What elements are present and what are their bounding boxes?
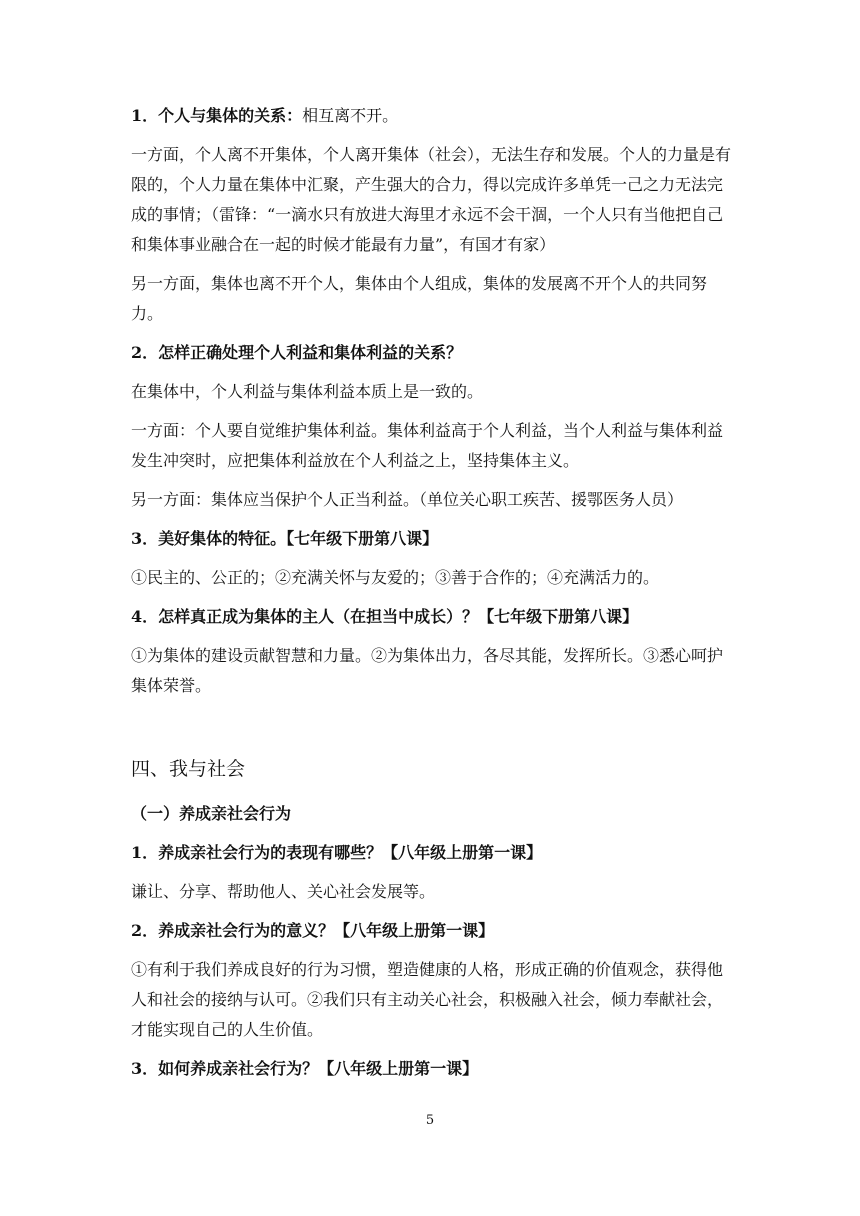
- section-4-heading: 4．怎样真正成为集体的主人（在担当中成长）？【七年级下册第八课】: [131, 607, 639, 626]
- page-number: 5: [425, 1113, 435, 1128]
- section-3-paragraph-1: ①民主的、公正的；②充满关怀与友爱的；③善于合作的；④充满活力的。: [131, 568, 660, 587]
- section-2-paragraph-2: 一方面：个人要自觉维护集体利益。集体利益高于个人利益，当个人利益与集体利益发生冲突时，应把集体利益放在个人利益之上，坚持集体主义。: [131, 421, 724, 470]
- section-1-heading-answer: 相互离不开。: [302, 106, 399, 125]
- section-1-heading-label: 1．个人与集体的关系：: [131, 106, 303, 125]
- part-4-question-2-answer: ①有利于我们养成良好的行为习惯，塑造健康的人格，形成正确的价值观念，获得他人和社会的接纳与认可。②我们只有主动关心社会，积极融入社会，倾力奉献社会，才能实现自己的人生价值。: [131, 960, 724, 1039]
- section-2-heading: 2．怎样正确处理个人利益和集体利益的关系？: [131, 343, 463, 362]
- part-4-title: 四、我与社会: [131, 758, 246, 780]
- part-4-question-3-heading: 3．如何养成亲社会行为？【八年级上册第一课】: [131, 1059, 479, 1078]
- section-2-paragraph-1: 在集体中，个人利益与集体利益本质上是一致的。: [131, 382, 484, 401]
- section-3-heading: 3．美好集体的特征。【七年级下册第八课】: [131, 529, 439, 548]
- page-content: [131, 101, 731, 1093]
- part-4-question-1-answer: 谦让、分享、帮助他人、关心社会发展等。: [131, 882, 436, 901]
- part-4-subtitle: （一）养成亲社会行为: [131, 804, 292, 823]
- part-4-question-1-heading: 1．养成亲社会行为的表现有哪些？【八年级上册第一课】: [131, 843, 543, 862]
- section-1-heading: [131, 101, 731, 131]
- section-2-paragraph-3: 另一方面：集体应当保护个人正当利益。（单位关心职工疾苦、援鄂医务人员）: [131, 490, 684, 509]
- section-1-paragraph-1: 一方面，个人离不开集体，个人离开集体（社会），无法生存和发展。个人的力量是有限的，个人力量在集体中汇聚，产生强大的合力，得以完成许多单凭一己之力无法完成的事情；（雷锋：“一滴水只有放进大海里才永远不会干涸，一个人只有当他把自己和集体事业融合在一起的时候才能最有力量”，有国才有家）: [131, 145, 732, 254]
- section-1-paragraph-2: 另一方面，集体也离不开个人，集体由个人组成，集体的发展离不开个人的共同努力。: [131, 274, 708, 323]
- part-4-question-2-heading: 2．养成亲社会行为的意义？【八年级上册第一课】: [131, 921, 495, 940]
- section-4-paragraph-1: ①为集体的建设贡献智慧和力量。②为集体出力，各尽其能，发挥所长。③悉心呵护集体荣誉。: [131, 646, 724, 695]
